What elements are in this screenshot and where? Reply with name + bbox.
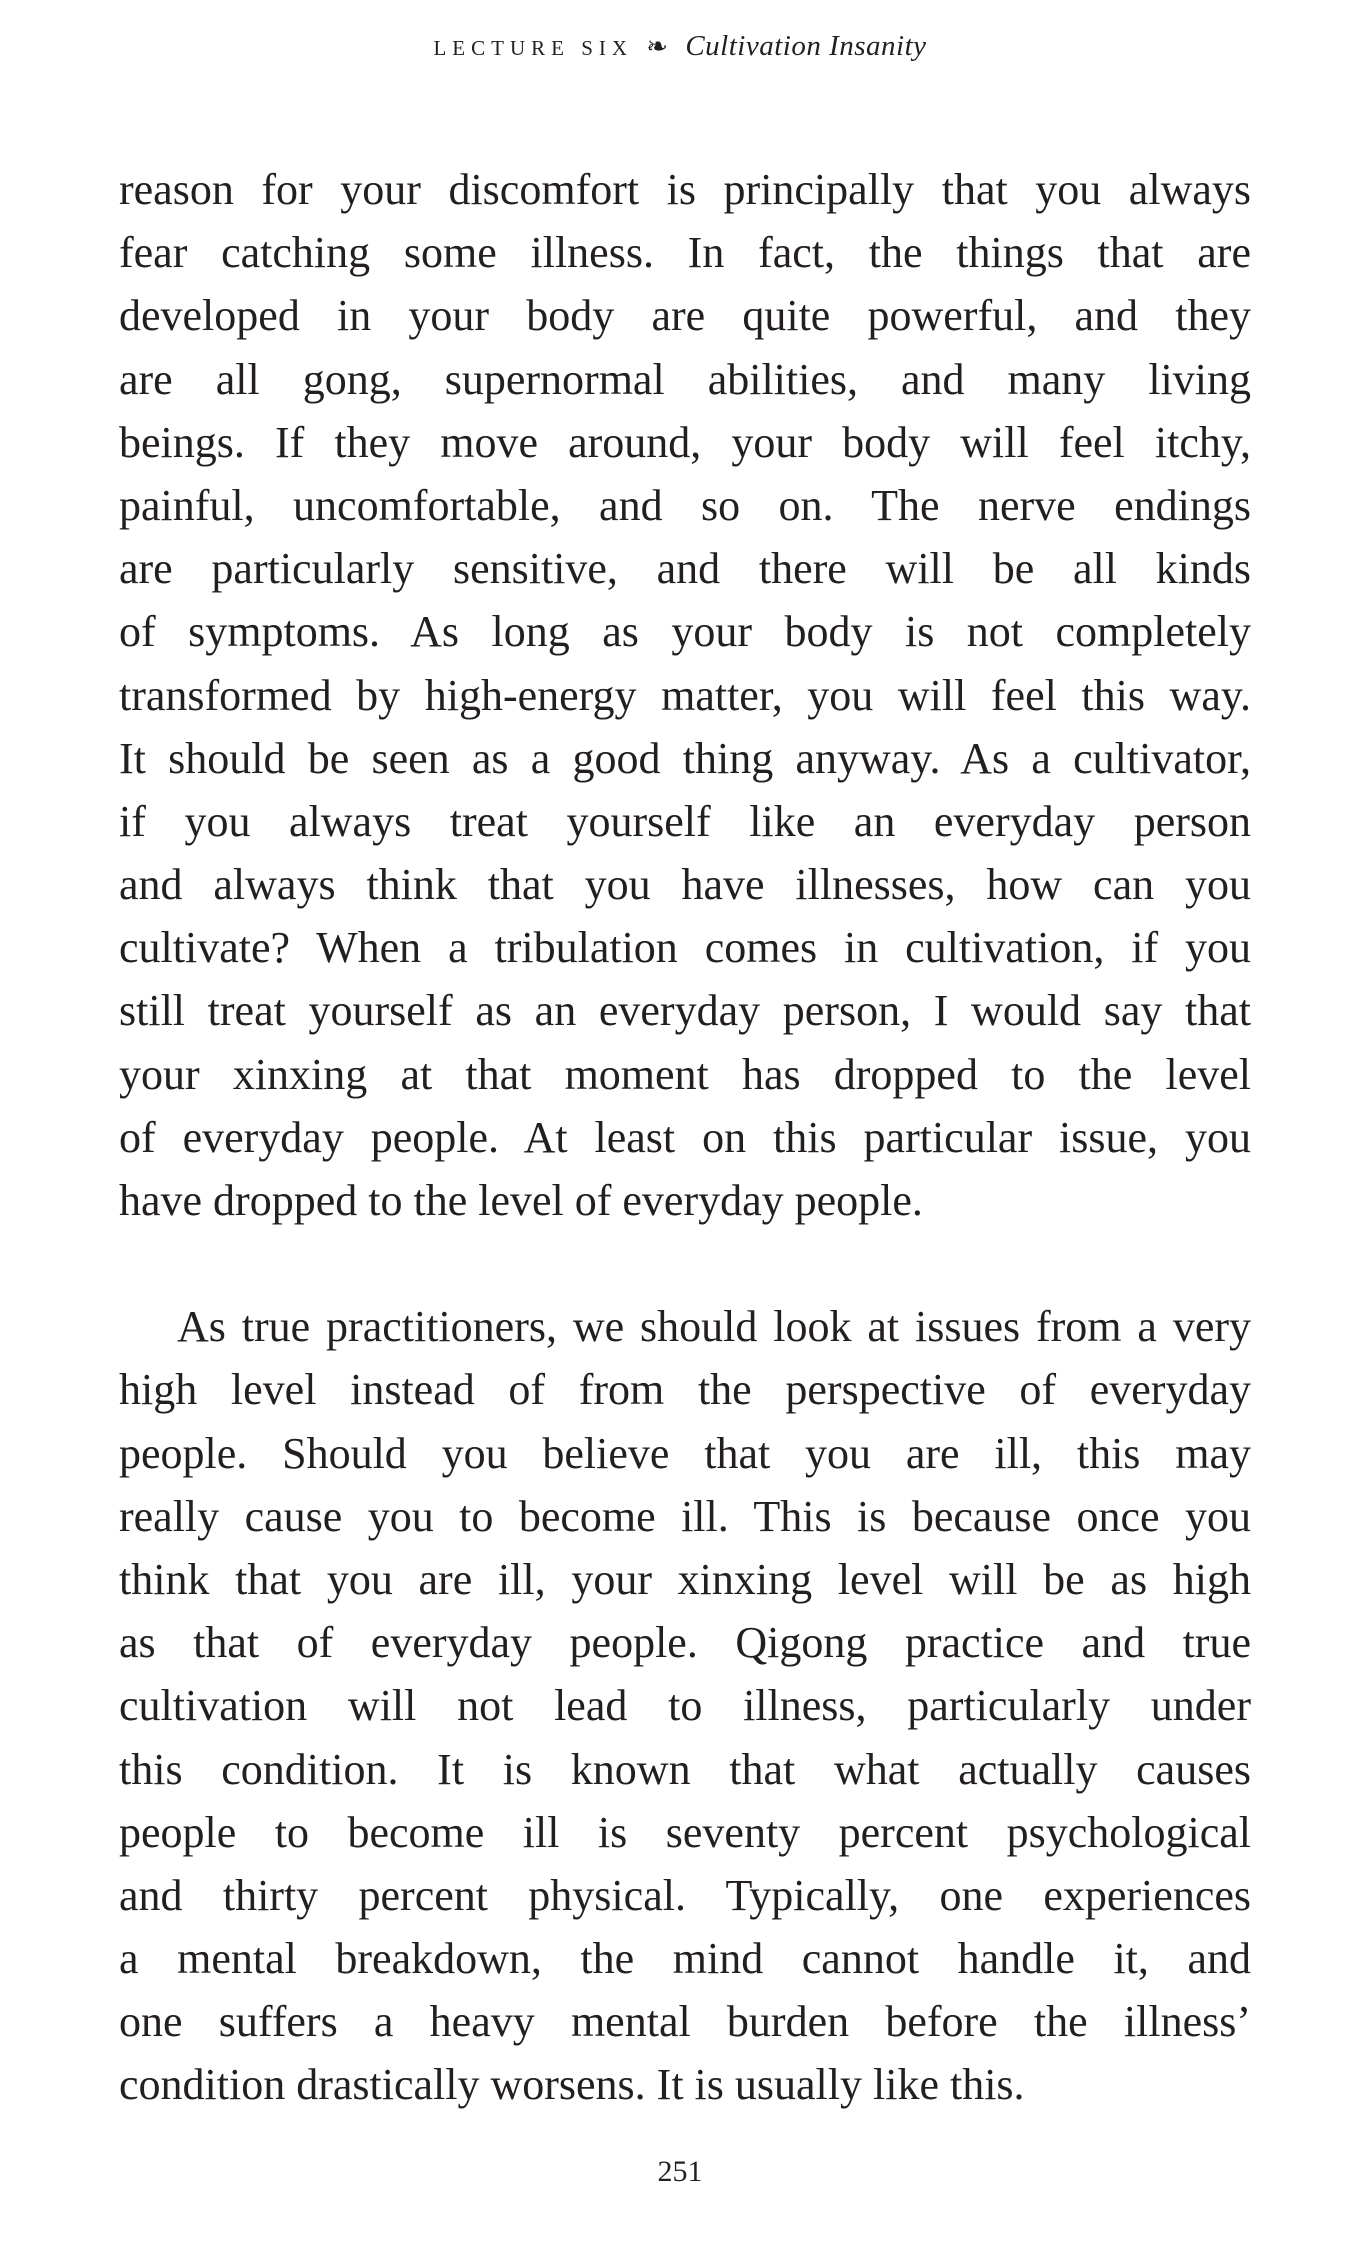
text-line: As true practitioners, we should look at issues from a very: [177, 1302, 1251, 1352]
text-line: beings. If they move around, your body will feel itchy,: [119, 417, 1251, 467]
running-head: [0, 28, 1360, 66]
text-line: still treat yourself as an everyday person, I would say that: [119, 986, 1251, 1036]
text-line: of everyday people. At least on this particular issue, you: [119, 1112, 1251, 1162]
text-line: It should be seen as a good thing anyway. As a cultivator,: [119, 733, 1251, 783]
chapter-title: Cultivation Insanity: [685, 30, 927, 62]
text-line: and always think that you have illnesses, how can you: [119, 860, 1251, 910]
text-line: have dropped to the level of everyday people.: [119, 1176, 923, 1225]
text-line: your xinxing at that moment has dropped to the level: [119, 1049, 1251, 1099]
text-line: really cause you to become ill. This is because once you: [119, 1491, 1251, 1541]
lecture-label: LECTURE SIX: [433, 36, 634, 60]
text-line: of symptoms. As long as your body is not completely: [119, 607, 1251, 657]
page-number: 251: [657, 2155, 703, 2188]
text-line: as that of everyday people. Qigong practice and true: [119, 1618, 1251, 1668]
text-line: reason for your discomfort is principally that you always: [119, 165, 1251, 214]
paragraph: [119, 1295, 1251, 2116]
text-line: condition drastically worsens. It is usually like this.: [119, 2060, 1025, 2110]
text-line: a mental breakdown, the mind cannot handle it, and: [119, 1934, 1251, 1984]
text-line: painful, uncomfortable, and so on. The nerve endings: [119, 480, 1251, 530]
paragraph-gap: [119, 1232, 1251, 1295]
text-line: are particularly sensitive, and there will be all kinds: [119, 544, 1251, 594]
text-line: high level instead of from the perspective of everyday: [119, 1365, 1251, 1415]
text-line: this condition. It is known that what actually causes: [119, 1744, 1251, 1794]
text-line: transformed by high-energy matter, you will feel this way.: [119, 670, 1251, 720]
text-line: if you always treat yourself like an everyday person: [119, 796, 1251, 846]
text-line: cultivation will not lead to illness, particularly under: [119, 1681, 1251, 1731]
text-line: people to become ill is seventy percent psychological: [119, 1807, 1251, 1857]
paragraph: [119, 158, 1251, 1232]
text-line: cultivate? When a tribulation comes in cultivation, if you: [119, 923, 1251, 973]
text-line: fear catching some illness. In fact, the things that are: [119, 228, 1251, 278]
text-line: think that you are ill, your xinxing level will be as high: [119, 1554, 1251, 1604]
text-line: developed in your body are quite powerful, and they: [119, 291, 1251, 341]
text-line: and thirty percent physical. Typically, one experiences: [119, 1870, 1251, 1920]
body-text: [119, 158, 1251, 2117]
floral-heart-icon: ❧: [646, 32, 669, 61]
text-line: people. Should you believe that you are ill, this may: [119, 1428, 1251, 1478]
text-line: one suffers a heavy mental burden before the illness’: [119, 1997, 1251, 2047]
text-line: are all gong, supernormal abilities, and many living: [119, 354, 1251, 404]
